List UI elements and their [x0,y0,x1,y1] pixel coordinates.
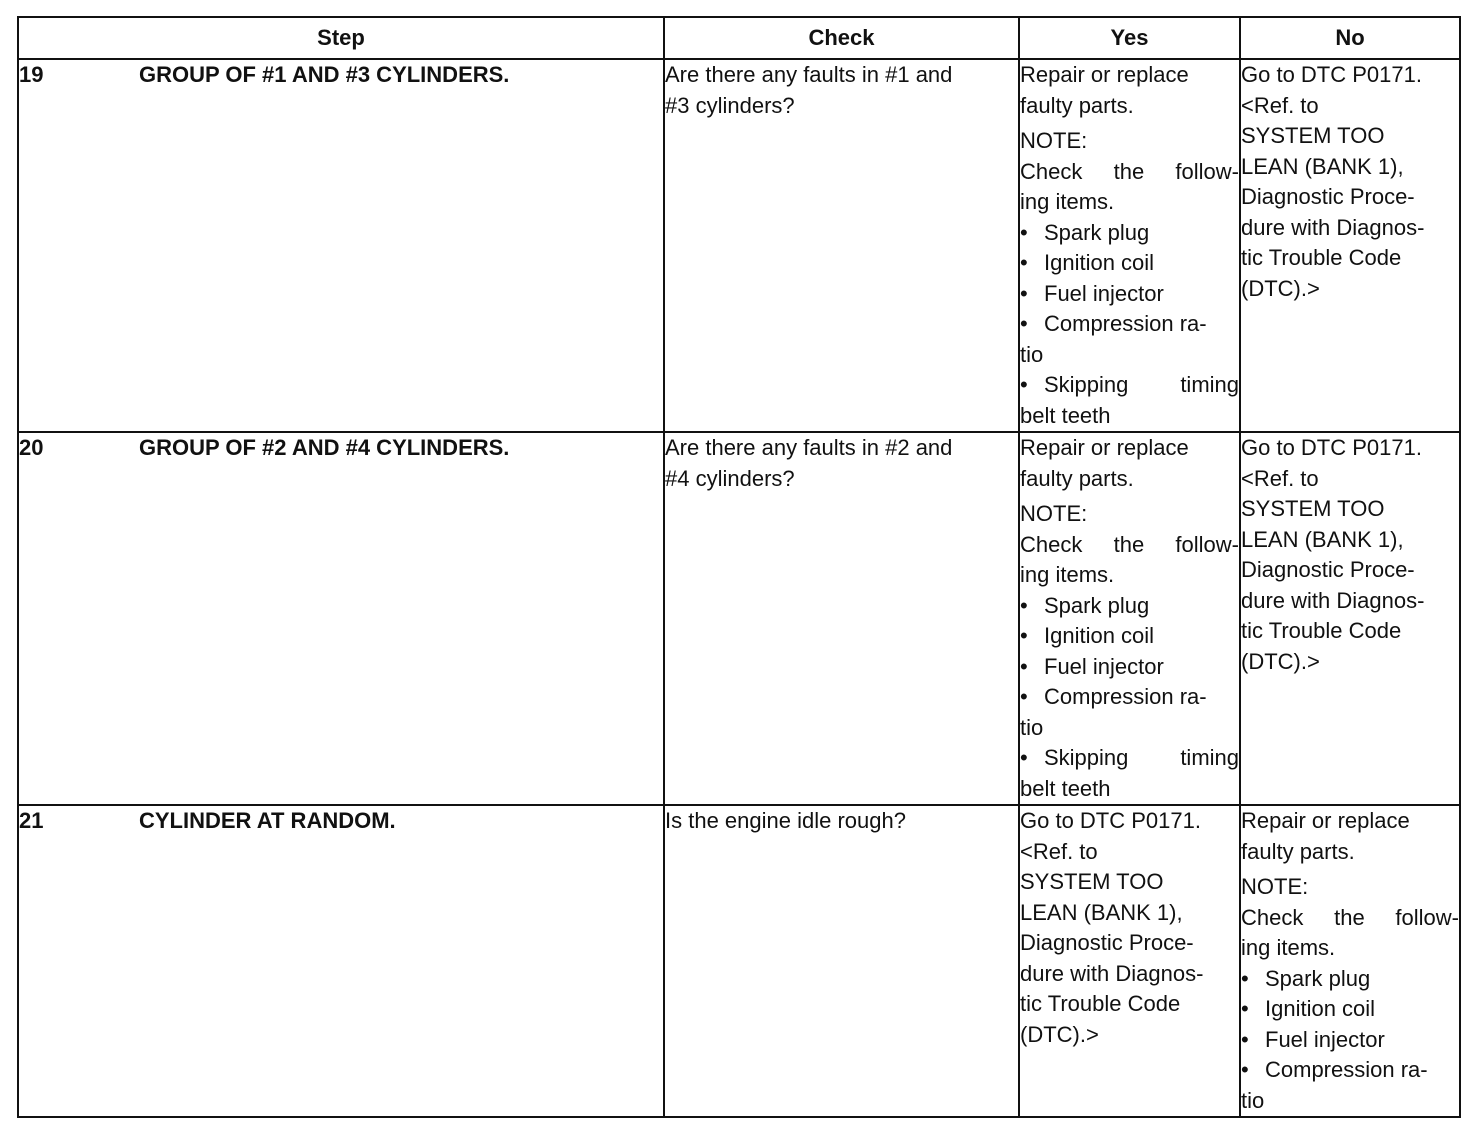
list-item: • Spark plug [1020,591,1239,622]
no-line: SYSTEM TOO [1241,496,1385,521]
no-cell [1240,432,1460,805]
table-header-row [18,17,1460,59]
yes-line: faulty parts. [1020,92,1134,118]
yes-cell [1019,432,1240,805]
list-item: • Ignition coil [1020,621,1239,652]
no-line: Repair or replace [1241,808,1410,833]
check-line: #4 cylinders? [665,465,795,491]
no-line: dure with Diagnos- [1241,587,1425,613]
header-step: Step [18,17,664,59]
note-label: NOTE: [1020,501,1088,526]
bullet-icon: • [1020,745,1028,770]
list-item: • Compression ra- tio [1020,311,1207,367]
bullet-icon: • [1020,280,1028,306]
check-items-list [1020,591,1239,805]
step-title: GROUP OF #2 AND #4 CYLINDERS. [139,435,510,460]
list-item: • Spark plug [1241,964,1459,995]
note-line: ing items. [1241,935,1336,960]
no-line: tic Trouble Code [1241,618,1402,643]
no-line: (DTC).> [1241,648,1320,674]
list-item: • Skipping timing belt teeth [1020,372,1239,428]
check-items-list [1020,218,1239,432]
list-item: • Ignition coil [1241,994,1459,1025]
check-cell [664,59,1019,432]
bullet-icon: • [1020,372,1028,397]
note-line: Check the follow- [1020,158,1239,184]
step-number: 21 [19,808,44,833]
no-cell [1240,805,1460,1117]
no-line: tic Trouble Code [1241,245,1402,270]
list-item: • Spark plug [1020,218,1239,249]
yes-line: tic Trouble Code [1020,991,1181,1016]
check-line: Is the engine idle rough? [665,808,906,833]
no-line: LEAN (BANK 1), [1241,153,1404,179]
list-item: • Compression ra- tio [1241,1057,1428,1113]
note-line: ing items. [1020,562,1115,587]
no-line: Go to DTC P0171. [1241,435,1422,460]
no-line: Go to DTC P0171. [1241,62,1422,87]
no-line: Diagnostic Proce- [1241,184,1415,209]
bullet-icon: • [1241,1057,1249,1082]
bullet-icon: • [1020,684,1028,709]
no-line: (DTC).> [1241,275,1320,301]
no-line: faulty parts. [1241,838,1355,864]
table-row [18,59,1460,432]
bullet-icon: • [1020,311,1028,336]
note-line: Check the follow- [1020,531,1239,557]
check-line: Are there any faults in #2 and [665,435,953,460]
header-no: No [1240,17,1460,59]
step-cell [18,59,664,432]
yes-line: Go to DTC P0171. [1020,808,1201,833]
yes-line: Repair or replace [1020,435,1189,460]
list-item: • Fuel injector [1020,279,1239,310]
bullet-icon: • [1241,1026,1249,1052]
step-number: 19 [19,62,44,87]
yes-line: Repair or replace [1020,62,1189,87]
no-line: dure with Diagnos- [1241,214,1425,240]
step-cell [18,805,664,1117]
list-item: • Compression ra- tio [1020,684,1207,740]
table-row [18,432,1460,805]
check-cell [664,805,1019,1117]
yes-line: LEAN (BANK 1), [1020,899,1183,925]
bullet-icon: • [1020,219,1028,245]
bullet-icon: • [1020,623,1028,648]
list-item: • Skipping timing belt teeth [1020,745,1239,801]
no-line: <Ref. to [1241,465,1319,491]
note-line: ing items. [1020,189,1115,214]
header-yes: Yes [1019,17,1240,59]
list-item: • Fuel injector [1020,652,1239,683]
step-cell [18,432,664,805]
list-item: • Ignition coil [1020,248,1239,279]
check-cell [664,432,1019,805]
step-number: 20 [19,435,44,460]
yes-line: (DTC).> [1020,1021,1099,1047]
yes-cell [1019,59,1240,432]
yes-cell [1019,805,1240,1117]
diagnostic-table [17,16,1461,1118]
no-line: Diagnostic Proce- [1241,557,1415,582]
bullet-icon: • [1241,996,1249,1021]
header-check: Check [664,17,1019,59]
step-title: CYLINDER AT RANDOM. [139,808,396,833]
bullet-icon: • [1020,592,1028,618]
step-title: GROUP OF #1 AND #3 CYLINDERS. [139,62,510,87]
table-row [18,805,1460,1117]
yes-line: faulty parts. [1020,465,1134,491]
no-cell [1240,59,1460,432]
bullet-icon: • [1241,965,1249,991]
bullet-icon: • [1020,653,1028,679]
check-line: Are there any faults in #1 and [665,62,953,87]
no-line: LEAN (BANK 1), [1241,526,1404,552]
bullet-icon: • [1020,250,1028,275]
check-line: #3 cylinders? [665,92,795,118]
yes-line: SYSTEM TOO [1020,869,1164,894]
yes-line: <Ref. to [1020,838,1098,864]
list-item: • Fuel injector [1241,1025,1459,1056]
no-line: <Ref. to [1241,92,1319,118]
note-label: NOTE: [1241,874,1309,899]
note-line: Check the follow- [1241,904,1459,930]
note-label: NOTE: [1020,128,1088,153]
no-line: SYSTEM TOO [1241,123,1385,148]
check-items-list [1241,964,1459,1117]
yes-line: dure with Diagnos- [1020,960,1204,986]
yes-line: Diagnostic Proce- [1020,930,1194,955]
